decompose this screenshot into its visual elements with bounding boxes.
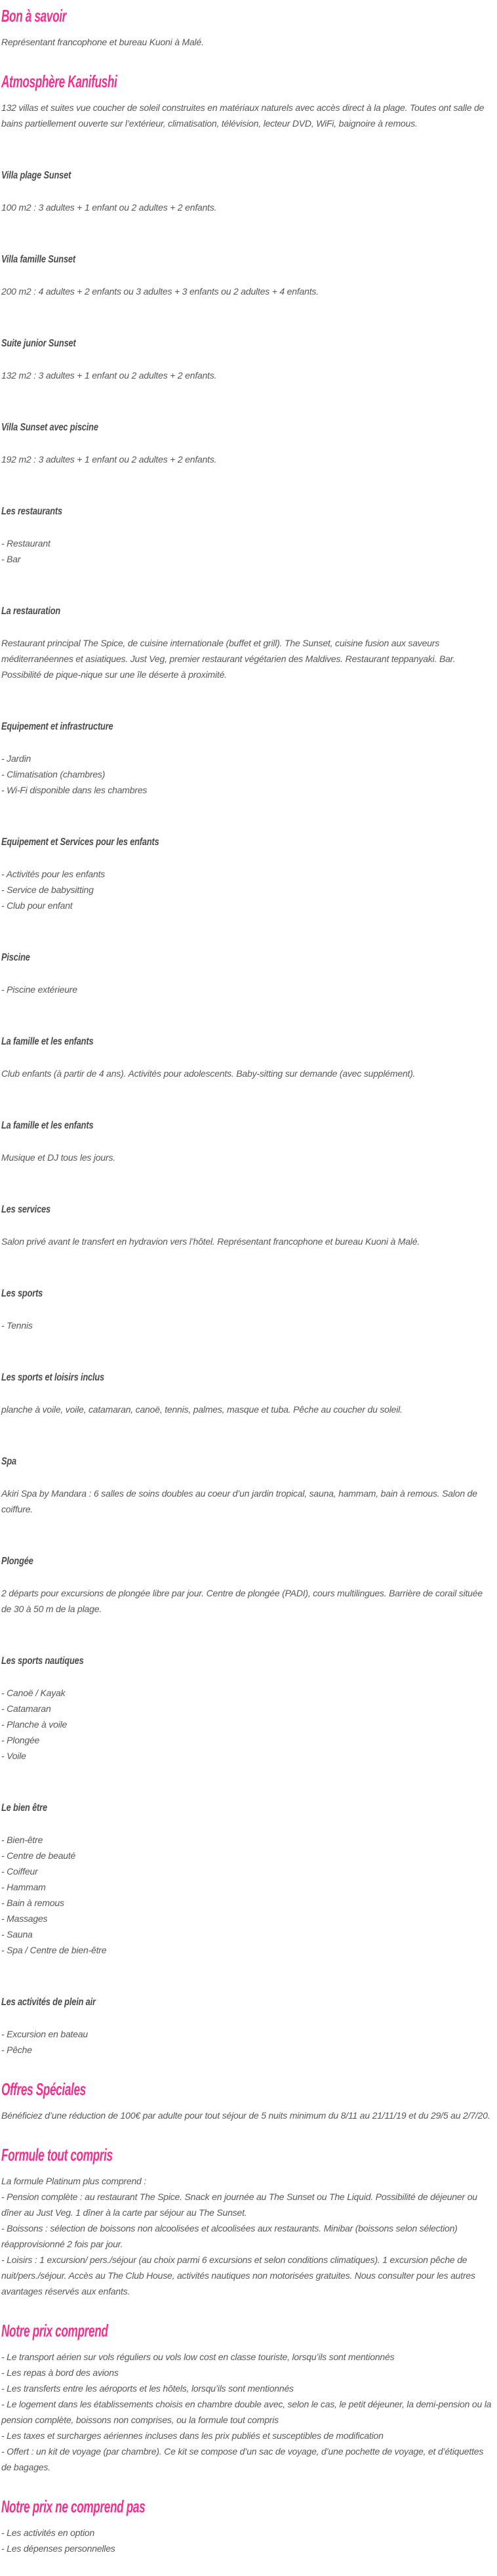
subsection-heading: Piscine — [1, 952, 30, 963]
subsection-heading: Les restaurants — [1, 506, 62, 517]
subsection-heading: Equipement et Services pour les enfants — [1, 837, 159, 848]
text-line: 192 m2 : 3 adultes + 1 enfant ou 2 adultes + 2 enfants. — [1, 454, 217, 465]
paragraph-block — [1, 1150, 494, 1165]
text-line: - Les transferts entre les aéroports et les hôtels, lorsqu’ils sont mentionnés — [1, 2383, 294, 2394]
text-line: - Boissons : sélection de boissons non alcoolisées et alcoolisées aux restaurants. Minibar (boissons selon sélection) réapprovisionné 2 fois par jour. — [1, 2223, 458, 2249]
subsection-heading: Spa — [1, 1456, 16, 1467]
list-item: - Catamaran — [1, 1703, 51, 1714]
paragraph-block — [1, 100, 494, 131]
section-heading: Notre prix comprend — [1, 2321, 108, 2340]
subsection-heading: Les services — [1, 1204, 50, 1215]
list-item: - Hammam — [1, 1882, 46, 1892]
list-item: - Spa / Centre de bien-être — [1, 1945, 107, 1955]
paragraph-block — [1, 283, 494, 299]
section-heading: Notre prix ne comprend pas — [1, 2497, 146, 2516]
text-line: 200 m2 : 4 adultes + 2 enfants ou 3 adultes + 3 enfants ou 2 adultes + 4 enfants. — [1, 286, 319, 297]
subsection-heading: Villa Sunset avec piscine — [1, 422, 98, 433]
paragraph-block — [1, 2108, 494, 2123]
text-line: - Les dépenses personnelles — [1, 2543, 115, 2554]
list-item: - Tennis — [1, 1320, 33, 1331]
list-item: - Bain à remous — [1, 1898, 64, 1908]
list-item: - Activités pour les enfants — [1, 869, 106, 879]
text-line: planche à voile, voile, catamaran, canoë, tennis, palmes, masque et tuba. Pêche au coucher du soleil. — [1, 1404, 403, 1415]
text-line: Musique et DJ tous les jours. — [1, 1152, 115, 1163]
list-item: - Voile — [1, 1751, 26, 1761]
paragraph-block — [1, 1234, 494, 1249]
list-item: - Club pour enfant — [1, 900, 73, 911]
text-line: Bénéficiez d’une réduction de 100€ par adulte pour tout séjour de 5 nuits minimum du 8/11 au 21/11/19 et du 29/5 au 2/7/20. — [1, 2110, 490, 2121]
text-line: Restaurant principal The Spice, de cuisine internationale (buffet et grill). The Sunset, cuisine fusion aux saveurs méditerranéennes et asiatiques. Just Veg, premier restaurant végétarien des Maldives. Restaurant teppanyaki. Bar. Possibilité de pique-nique sur une île déserte à proximité. — [1, 638, 456, 680]
paragraph-block — [1, 34, 494, 50]
bullet-list — [1, 2026, 494, 2058]
list-item: - Service de babysitting — [1, 884, 94, 895]
text-line: Club enfants (à partir de 4 ans). Activités pour adolescents. Baby-sitting sur demande (avec supplément). — [1, 1068, 416, 1079]
bullet-list — [1, 1832, 494, 1958]
paragraph-block — [1, 1485, 494, 1517]
bullet-list — [1, 535, 494, 567]
subsection-heading: Suite junior Sunset — [1, 338, 76, 349]
subsection-heading: Plongée — [1, 1556, 33, 1567]
bullet-list — [1, 866, 494, 913]
text-line: Salon privé avant le transfert en hydravion vers l’hôtel. Représentant francophone et bureau Kuoni à Malé. — [1, 1236, 420, 1247]
text-line: 132 villas et suites vue coucher de soleil construites en matériaux naturels avec accès direct à la plage. Toutes ont salle de bains partiellement ouverte sur l’extérieur, climatisation, télévision, lecteur DVD, WiFi, baignoire à remous. — [1, 102, 485, 129]
list-item: - Bien-être — [1, 1835, 43, 1845]
subsection-heading: Le bien être — [1, 1802, 47, 1814]
text-line: 2 départs pour excursions de plongée libre par jour. Centre de plongée (PADI), cours multilingues. Barrière de corail située de 30 à 50 m de la plage. — [1, 1588, 483, 1614]
list-item: - Coiffeur — [1, 1866, 38, 1877]
list-item: - Bar — [1, 554, 21, 564]
text-line: - Loisirs : 1 excursion/ pers./séjour (au choix parmi 6 excursions et selon conditions climatiques). 1 excursion pêche de nuit/pers./séjour. Accès au The Club House, activités nautiques non motorisées gratuites. Nous consulter pour les autres avantages réservés aux enfants. — [1, 2254, 475, 2296]
list-item: - Canoë / Kayak — [1, 1688, 66, 1698]
text-line: Akiri Spa by Mandara : 6 salles de soins doubles au coeur d’un jardin tropical, sauna, hammam, bain à remous. Salon de coiffure. — [1, 1488, 477, 1514]
text-line: 132 m2 : 3 adultes + 1 enfant ou 2 adultes + 2 enfants. — [1, 370, 217, 381]
text-line: - Les repas à bord des avions — [1, 2367, 119, 2378]
section-heading: Offres Spéciales — [1, 2079, 86, 2099]
list-item: - Plongée — [1, 1735, 40, 1745]
list-item: - Planche à voile — [1, 1719, 68, 1730]
bullet-list — [1, 751, 494, 798]
list-item: - Jardin — [1, 753, 31, 764]
paragraph-block — [1, 367, 494, 383]
text-line: - Pension complète : au restaurant The Spice. Snack en journée au The Sunset ou The Liquid. Possibilité de déjeuner ou dîner au Just Veg. 1 dîner à la carte par séjour au The Sunset. — [1, 2192, 477, 2218]
subsection-heading: Les sports — [1, 1288, 43, 1299]
text-line: La formule Platinum plus comprend : — [1, 2176, 146, 2186]
section-heading: Bon à savoir — [1, 6, 67, 26]
subsection-heading: Equipement et infrastructure — [1, 721, 113, 732]
text-line: - Offert : un kit de voyage (par chambre). Ce kit se compose d’un sac de voyage, d’une pochette de voyage, et d’étiquettes de bagages. — [1, 2446, 484, 2472]
paragraph-block — [1, 2349, 494, 2475]
section-heading: Atmosphère Kanifushi — [1, 72, 117, 91]
section-heading: Formule tout compris — [1, 2145, 113, 2165]
list-item: - Restaurant — [1, 538, 50, 549]
text-line: Représentant francophone et bureau Kuoni à Malé. — [1, 37, 204, 47]
list-item: - Sauna — [1, 1929, 33, 1940]
list-item: - Piscine extérieure — [1, 984, 77, 995]
bullet-list — [1, 1318, 494, 1333]
subsection-heading: Les activités de plein air — [1, 1997, 96, 2008]
subsection-heading: Les sports et loisirs inclus — [1, 1372, 104, 1383]
paragraph-block — [1, 1066, 494, 1081]
paragraph-block — [1, 2525, 494, 2556]
list-item: - Massages — [1, 1913, 48, 1924]
list-item: - Centre de beauté — [1, 1850, 76, 1861]
subsection-heading: Les sports nautiques — [1, 1655, 84, 1667]
subsection-heading: La famille et les enfants — [1, 1036, 94, 1047]
paragraph-block — [1, 451, 494, 467]
subsection-heading: Villa plage Sunset — [1, 170, 71, 181]
bullet-list — [1, 1685, 494, 1764]
text-line: - Le logement dans les établissements choisis en chambre double avec, selon le cas, le petit déjeuner, la demi-pension ou la pension complète, boissons non comprises, ou la formule tout compris — [1, 2399, 492, 2425]
text-line: - Les activités en option — [1, 2527, 95, 2538]
paragraph-block — [1, 635, 494, 682]
subsection-heading: La restauration — [1, 606, 61, 617]
text-line: 100 m2 : 3 adultes + 1 enfant ou 2 adultes + 2 enfants. — [1, 202, 217, 213]
list-item: - Pêche — [1, 2045, 32, 2055]
paragraph-block — [1, 2173, 494, 2299]
subsection-heading: Villa famille Sunset — [1, 254, 75, 265]
paragraph-block — [1, 1585, 494, 1617]
paragraph-block — [1, 1402, 494, 1417]
text-line: - Les taxes et surcharges aériennes incluses dans les prix publiés et susceptibles de modification — [1, 2430, 384, 2441]
list-item: - Wi-Fi disponible dans les chambres — [1, 785, 148, 795]
text-line: - Le transport aérien sur vols réguliers ou vols low cost en classe touriste, lorsqu’ils sont mentionnés — [1, 2352, 395, 2362]
list-item: - Excursion en bateau — [1, 2029, 88, 2039]
subsection-heading: La famille et les enfants — [1, 1120, 94, 1131]
paragraph-block — [1, 199, 494, 215]
list-item: - Climatisation (chambres) — [1, 769, 106, 779]
bullet-list — [1, 982, 494, 997]
